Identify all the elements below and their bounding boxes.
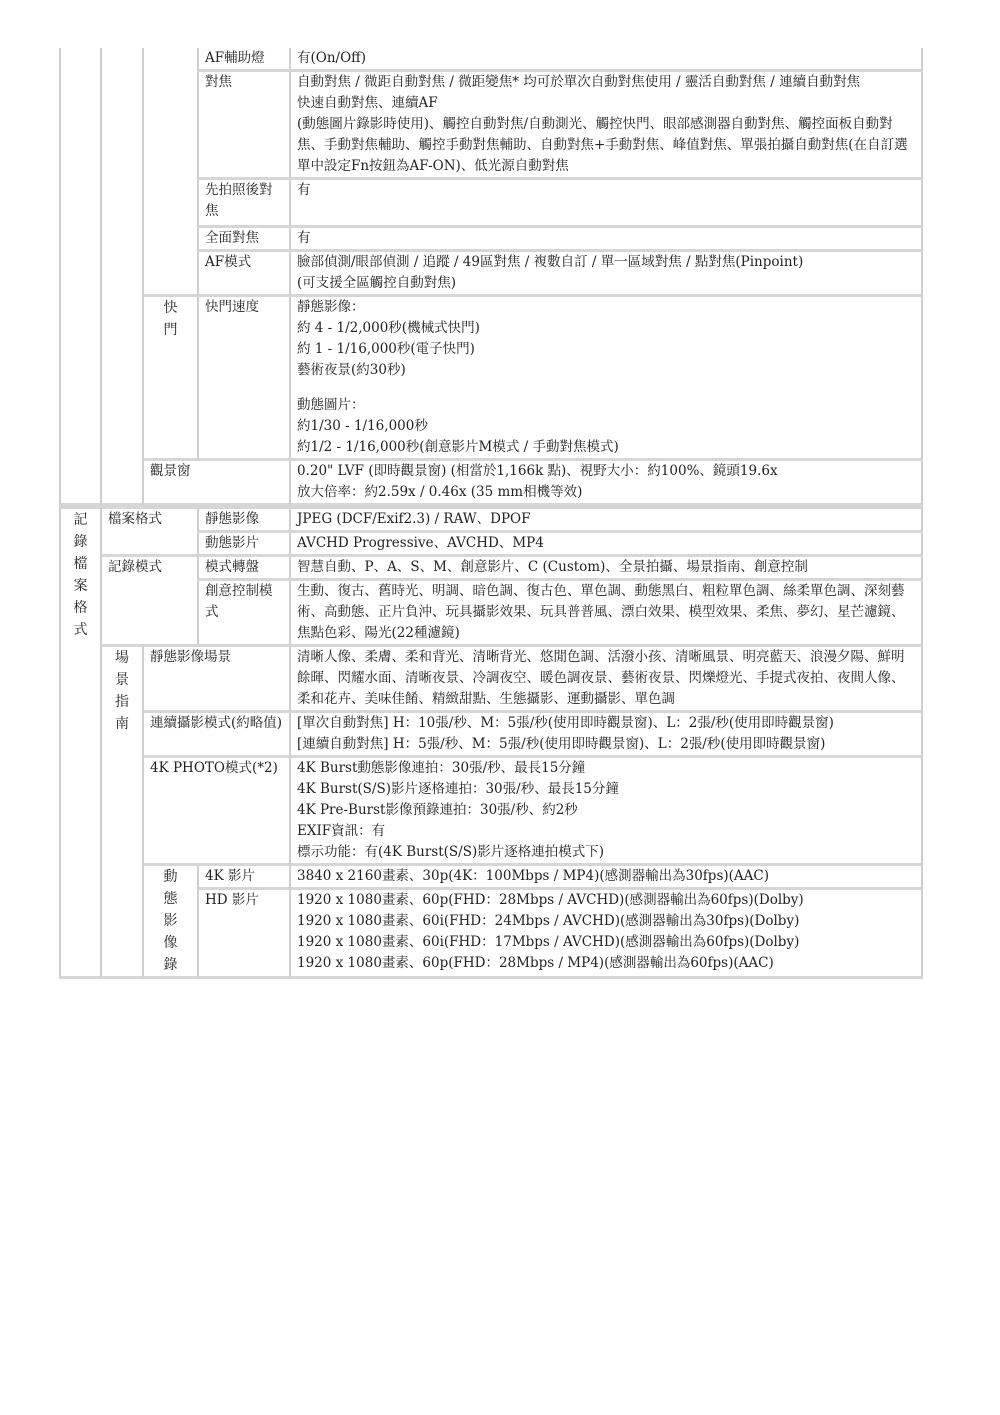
group-motion bbox=[142, 866, 197, 979]
row-4k-video bbox=[59, 866, 923, 890]
text-line: 有 bbox=[297, 182, 311, 198]
group-label: 動態影像錄 bbox=[163, 869, 178, 973]
label-4k-photo: 4K PHOTO模式(*2) bbox=[142, 758, 289, 866]
text-line: 清晰人像、柔膚、柔和背光、清晰背光、悠閒色調、活潑小孩、清晰風景、明亮藍天、浪漫夕陽、鮮明餘暉、閃耀水面、清晰夜景、冷調夜空、暖色調夜景、藝術夜景、閃爍燈光、手提式夜拍、夜間人像、柔和花卉、美味佳餚、精緻甜點、生態攝影、運動攝影、單色調 bbox=[297, 649, 905, 707]
text-line: (可支援全區觸控自動對焦) bbox=[297, 275, 457, 291]
text-line: 4K Pre-Burst影像預錄連拍：30張/秒、約2秒 bbox=[297, 802, 578, 818]
value-4k-video bbox=[289, 866, 923, 890]
text-line: 藝術夜景(約30秒) bbox=[297, 362, 406, 378]
label-post-focus: 先拍照後對焦 bbox=[197, 180, 289, 228]
text-line: [連續自動對焦] H：5張/秒、M：5張/秒(使用即時觀景窗)、L：2張/秒(使用即時觀景窗) bbox=[297, 736, 826, 752]
value-af-assist bbox=[289, 48, 923, 72]
row-still-scene bbox=[59, 647, 923, 713]
row-burst bbox=[59, 713, 923, 758]
value-still-scene bbox=[289, 647, 923, 713]
value-hd-video bbox=[289, 890, 923, 979]
label-focus-stacking: 全面對焦 bbox=[197, 228, 289, 252]
text-line: 4K Burst動態影像連拍：30張/秒、最長15分鐘 bbox=[297, 760, 586, 776]
value-creative bbox=[289, 581, 923, 647]
text-line: 臉部偵測/眼部偵測 / 追蹤 / 49區對焦 / 複數自訂 / 單一區域對焦 / 點對焦(Pinpoint) bbox=[297, 254, 804, 270]
value-file-video bbox=[289, 533, 923, 557]
label-file-still: 靜態影像 bbox=[197, 506, 289, 533]
text-line: 1920 x 1080畫素、60i(FHD：24Mbps / AVCHD)(感測器輸出為30fps)(Dolby) bbox=[297, 913, 800, 930]
spacer bbox=[297, 381, 915, 395]
text-line: 4K Burst(S/S)影片逐格連拍：30張/秒、最長15分鐘 bbox=[297, 781, 619, 797]
label-hd-video: HD 影片 bbox=[197, 890, 289, 979]
label-af-assist: AF輔助燈 bbox=[197, 48, 289, 72]
label-mode-dial: 模式轉盤 bbox=[197, 557, 289, 581]
group-recording bbox=[59, 506, 100, 979]
value-4k-photo bbox=[289, 758, 923, 866]
group-label: 場景指南 bbox=[115, 650, 129, 732]
col-blank-2 bbox=[100, 48, 142, 506]
text-line: 有 bbox=[297, 230, 311, 246]
row-file-still bbox=[59, 506, 923, 533]
label-file-video: 動態影片 bbox=[197, 533, 289, 557]
text-line: 智慧自動、P、A、S、M、創意影片、C (Custom)、全景拍攝、場景指南、創意控制 bbox=[297, 559, 808, 575]
row-mode-dial bbox=[59, 557, 923, 581]
text-line: 生動、復古、舊時光、明調、暗色調、復古色、單色調、動態黑白、粗粒單色調、絲柔單色調、深刻藝術、高動態、正片負沖、玩具攝影效果、玩具普普風、漂白效果、模型效果、柔焦、夢幻、星芒濾鏡、焦點色彩、陽光(22種濾鏡) bbox=[297, 583, 905, 641]
label-4k-video: 4K 影片 bbox=[197, 866, 289, 890]
value-file-still bbox=[289, 506, 923, 533]
text-line: 約1/2 - 1/16,000秒(創意影片M模式 / 手動對焦模式) bbox=[297, 439, 619, 455]
text-line: 有(On/Off) bbox=[297, 50, 367, 66]
value-burst bbox=[289, 713, 923, 758]
text-line: 1920 x 1080畫素、60i(FHD：17Mbps / AVCHD)(感測器輸出為60fps)(Dolby) bbox=[297, 934, 800, 951]
text-line: JPEG (DCF/Exif2.3) / RAW、DPOF bbox=[297, 511, 531, 527]
row-shutter bbox=[59, 297, 923, 461]
value-focus-stacking bbox=[289, 228, 923, 252]
col-blank-3 bbox=[142, 48, 197, 297]
spec-sheet bbox=[59, 48, 923, 979]
group-rec-mode: 記錄模式 bbox=[100, 557, 197, 647]
group-file-format: 檔案格式 bbox=[100, 506, 197, 557]
text-line: (動態圖片錄影時使用)、觸控自動對焦/自動測光、觸控快門、眼部感測器自動對焦、觸控面板自動對焦、手動對焦輔助、觸控手動對焦輔助、自動對焦+手動對焦、峰值對焦、單張拍攝自動對焦(在自訂選單中設定Fn按鈕為AF-ON)、低光源自動對焦 bbox=[297, 116, 908, 174]
text-line: [單次自動對焦] H：10張/秒、M：5張/秒(使用即時觀景窗)、L：2張/秒(使用即時觀景窗) bbox=[297, 715, 834, 731]
text-line: 快速自動對焦、連續AF bbox=[297, 95, 438, 111]
label-af-mode: AF模式 bbox=[197, 252, 289, 297]
group-label: 記錄檔案格式 bbox=[73, 512, 88, 638]
value-mode-dial bbox=[289, 557, 923, 581]
group-shutter bbox=[142, 297, 197, 461]
label-viewfinder: 觀景窗 bbox=[142, 461, 289, 506]
text-line: EXIF資訊：有 bbox=[297, 823, 386, 839]
group-label: 快門 bbox=[163, 300, 178, 338]
row-viewfinder bbox=[59, 461, 923, 506]
text-line: 1920 x 1080畫素、60p(FHD：28Mbps / AVCHD)(感測器輸出為60fps)(Dolby) bbox=[297, 892, 804, 909]
label-focus: 對焦 bbox=[197, 72, 289, 180]
text-line: 動態圖片： bbox=[297, 397, 365, 413]
col-blank-1 bbox=[59, 48, 100, 506]
group-scene bbox=[100, 647, 142, 979]
label-burst: 連續攝影模式(約略值) bbox=[142, 713, 289, 758]
value-post-focus bbox=[289, 180, 923, 228]
label-shutter-speed: 快門速度 bbox=[197, 297, 289, 461]
text-line: 1920 x 1080畫素、60p(FHD：28Mbps / MP4)(感測器輸出為60fps)(AAC) bbox=[297, 955, 774, 972]
text-line: 0.20" LVF (即時觀景窗) (相當於1,166k 點)、視野大小：約100%、鏡頭19.6x bbox=[297, 463, 778, 479]
row-af-assist bbox=[59, 48, 923, 72]
spec-table bbox=[59, 48, 923, 979]
label-creative: 創意控制模式 bbox=[197, 581, 289, 647]
text-line: 標示功能：有(4K Burst(S/S)影片逐格連拍模式下) bbox=[297, 844, 604, 860]
text-line: 約1/30 - 1/16,000秒 bbox=[297, 418, 428, 434]
value-af-mode bbox=[289, 252, 923, 297]
label-still-scene: 靜態影像場景 bbox=[142, 647, 289, 713]
row-4k-photo bbox=[59, 758, 923, 866]
value-focus bbox=[289, 72, 923, 180]
text-line: 放大倍率：約2.59x / 0.46x (35 mm相機等效) bbox=[297, 484, 583, 500]
text-line: 自動對焦 / 微距自動對焦 / 微距變焦* 均可於單次自動對焦使用 / 靈活自動對焦 / 連續自動對焦 bbox=[297, 74, 861, 90]
text-line: 約 4 - 1/2,000秒(機械式快門) bbox=[297, 320, 480, 336]
value-shutter-speed bbox=[289, 297, 923, 461]
text-line: 約 1 - 1/16,000秒(電子快門) bbox=[297, 341, 475, 357]
text-line: 靜態影像： bbox=[297, 299, 365, 315]
text-line: 3840 x 2160畫素、30p(4K：100Mbps / MP4)(感測器輸出為30fps)(AAC) bbox=[297, 868, 770, 884]
text-line: AVCHD Progressive、AVCHD、MP4 bbox=[297, 535, 544, 551]
value-viewfinder bbox=[289, 461, 923, 506]
